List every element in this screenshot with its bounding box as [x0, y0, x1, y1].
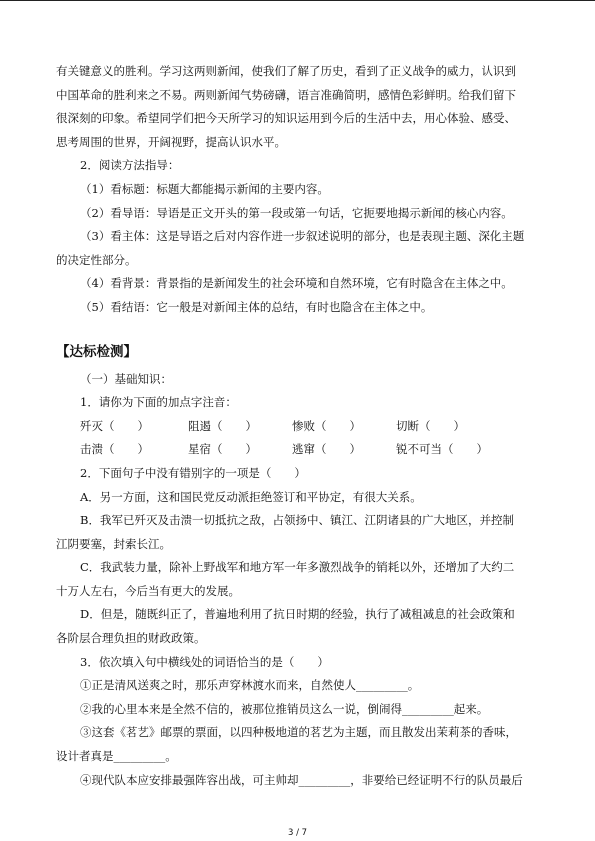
question-3-item-3-cont: 设计者真是_________。 — [56, 749, 177, 764]
method-item-5: （5）看结语：它一般是对新闻主体的总结，有时也隐含在主体之中。 — [80, 299, 433, 314]
pinyin-item: 逃窜（ ） — [292, 442, 361, 457]
document-body — [56, 60, 540, 792]
method-item-3: （3）看主体：这是导语之后对内容作进一步叙述说明的部分，也是表现主题、深化主题 — [80, 229, 525, 244]
question-2-option-c-cont: 十万人左右，今后当有更大的发展。 — [56, 583, 240, 598]
pinyin-item: 锐不可当（ ） — [396, 442, 488, 457]
question-3-item-3: ③这套《茗艺》邮票的票面，以四种极地道的茗艺为主题，而且散发出茉莉茶的香味， — [80, 725, 517, 740]
pinyin-item: 星宿（ ） — [188, 442, 257, 457]
question-2-option-d-cont: 各阶层合理负担的财政政策。 — [56, 631, 206, 646]
method-title: 2．阅读方法指导： — [80, 158, 180, 173]
method-item-3-cont: 的决定性部分。 — [56, 252, 137, 267]
question-1: 1．请你为下面的加点字注音： — [80, 395, 237, 410]
question-3-item-4: ④现代队本应安排最强阵容出战，可主帅却_________，非要给已经证明不行的队员最后 — [80, 772, 523, 787]
intro-line-4: 思考周围的世界，开阔视野，提高认识水平。 — [56, 134, 286, 149]
intro-line-3: 很深刻的印象。希望同学们把今天所学习的知识运用到今后的生活中去，用心体验、感受、 — [56, 111, 516, 126]
intro-line-1: 有关键意义的胜利。学习这两则新闻，使我们了解了历史，看到了正义战争的威力，认识到 — [56, 64, 516, 78]
intro-line-2: 中国革命的胜利来之不易。两则新闻气势磅礴，语言准确简明，感情色彩鲜明。给我们留下 — [56, 87, 516, 102]
pinyin-row-2 — [56, 438, 540, 462]
method-item-2: （2）看导语：导语是正文开头的第一段或第一句话，它扼要地揭示新闻的核心内容。 — [80, 205, 513, 220]
page-number: 3 / 7 — [287, 828, 308, 838]
method-item-4: （4）看背景：背景指的是新闻发生的社会环境和自然环境，它有时隐含在主体之中。 — [80, 276, 513, 291]
section-heading: 【达标检测】 — [56, 343, 137, 360]
pinyin-row-1 — [56, 415, 540, 439]
pinyin-item: 阻遏（ ） — [188, 418, 257, 433]
method-item-1: （1）看标题：标题大都能揭示新闻的主要内容。 — [80, 181, 329, 196]
pinyin-item: 惨败（ ） — [292, 418, 361, 433]
question-2-option-c: C．我武装力量，除补上野战军和地方军一年多激烈战争的销耗以外，还增加了大约二 — [80, 560, 515, 575]
question-2-option-a: A．另一方面，这和国民党反动派拒绝签订和平协定，有很大关系。 — [80, 489, 422, 504]
pinyin-item: 歼灭（ ） — [80, 418, 149, 433]
pinyin-item: 击溃（ ） — [80, 442, 149, 457]
basic-knowledge-label: （一）基础知识： — [80, 371, 172, 386]
question-3-item-1: ①正是清风送爽之时，那乐声穿林渡水而来，自然使人_________。 — [80, 678, 420, 693]
question-2-option-b-cont: 江阴要塞，封索长江。 — [56, 536, 171, 551]
question-2-option-d: D．但是，随既纠正了，普遍地利用了抗日时期的经验，执行了减租减息的社会政策和 — [80, 607, 515, 622]
question-3-item-2: ②我的心里本来是全然不信的，被那位推销员这么一说，倒闹得_________起来。 — [80, 701, 489, 716]
pinyin-item: 切断（ ） — [396, 418, 465, 433]
question-3: 3．依次填入句中横线处的词语恰当的是（ ） — [80, 654, 329, 669]
page-top-rule — [0, 0, 595, 1]
question-2: 2．下面句子中没有错别字的一项是（ ） — [80, 465, 306, 480]
question-2-option-b: B．我军已歼灭及击溃一切抵抗之敌，占领扬中、镇江、江阴诸县的广大地区，并控制 — [80, 513, 514, 528]
